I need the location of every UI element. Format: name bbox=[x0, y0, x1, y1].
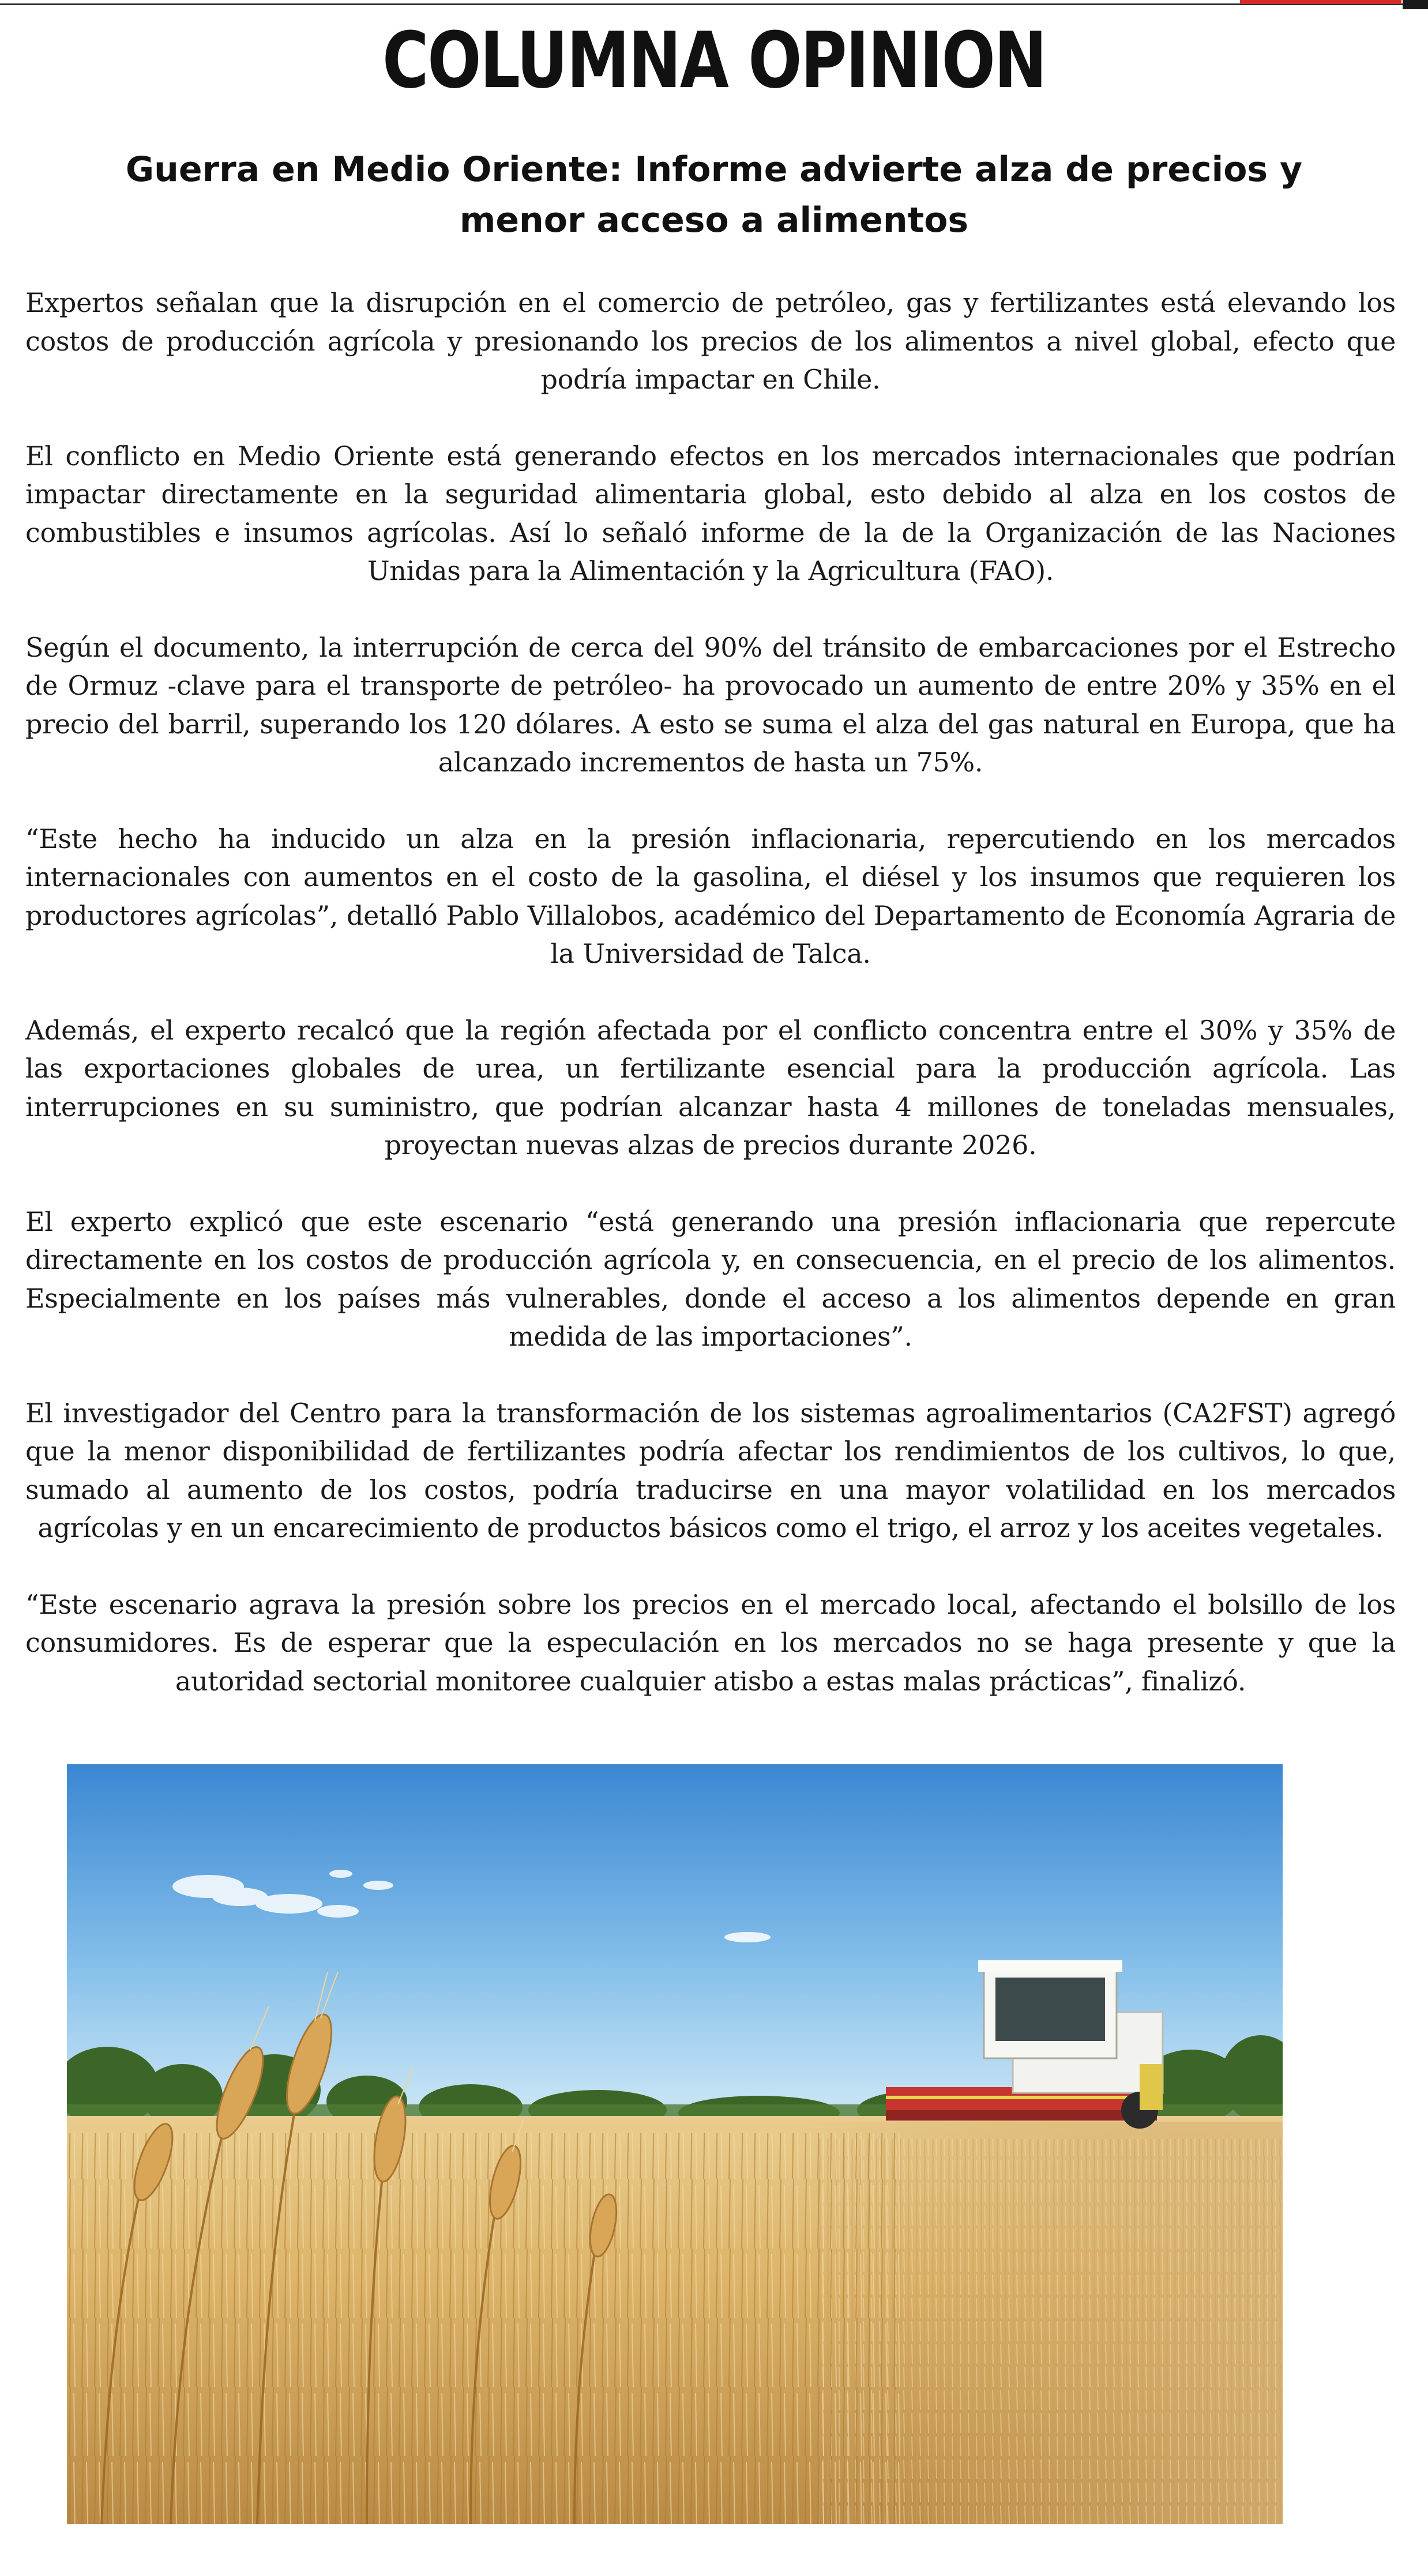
wheat-field-illustration bbox=[67, 1764, 1283, 2524]
article-photo-wheat-field bbox=[67, 1764, 1283, 2524]
corner-tab bbox=[1403, 0, 1428, 9]
article-paragraph: Según el documento, la interrupción de cerca del 90% del tránsito de embarcaciones por el Estrecho de Ormuz -clave para el transporte de petróleo- ha provocado un aumento de entre 20% y 35% en el precio del barril, superando los 120 dólares. A esto se suma el alza del gas natural en Europa, que ha alcanzado incrementos de hasta un 75%. bbox=[25, 631, 1396, 778]
article-headline: Guerra en Medio Oriente: Informe advierte alza de precios y menor acceso a alimentos bbox=[125, 149, 1303, 240]
article-paragraph: “Este escenario agrava la presión sobre los precios en el mercado local, afectando el bolsillo de los consumidores. Es de esperar que la especulación en los mercados no se haga presente y que la autoridad sectorial monitoree cualquier atisbo a estas malas prácticas”, finalizó. bbox=[25, 1588, 1396, 1697]
article-paragraph: El conflicto en Medio Oriente está generando efectos en los mercados internacionales que podrían impactar directamente en la seguridad alimentaria global, esto debido al alza en los costos de combustibles e insumos agrícolas. Así lo señaló informe de la de la Organización de las Naciones Unidas para la Alimentación y la Agricultura (FAO). bbox=[25, 440, 1396, 586]
section-title: COLUMNA OPINION bbox=[382, 16, 1046, 106]
article-paragraph: El experto explicó que este escenario “está generando una presión inflacionaria que repercute directamente en los costos de producción agrícola y, en consecuencia, en el precio de los alimentos. Especialmente en los países más vulnerables, donde el acceso a los alimentos depende en gran medida de las importaciones”. bbox=[25, 1206, 1396, 1352]
red-accent-bar bbox=[1240, 0, 1401, 4]
article-lead-paragraph: Expertos señalan que la disrupción en el comercio de petróleo, gas y fertilizantes está elevando los costos de producción agrícola y presionando los precios de los alimentos a nivel global, efecto que podría impactar en Chile. bbox=[25, 287, 1396, 395]
article-paragraph: El investigador del Centro para la transformación de los sistemas agroalimentarios (CA2FST) agregó que la menor disponibilidad de fertilizantes podría afectar los rendimientos de los cultivos, lo que, sumado al aumento de los costos, podría traducirse en una mayor volatilidad en los mercados agrícolas y en un encarecimiento de productos básicos como el trigo, el arroz y los aceites vegetales. bbox=[25, 1397, 1396, 1543]
top-rule bbox=[0, 3, 1428, 5]
page-header bbox=[0, 17, 1428, 104]
article-paragraph: “Este hecho ha inducido un alza en la presión inflacionaria, repercutiendo en los mercados internacionales con aumentos en el costo de la gasolina, el diésel y los insumos que requieren los productores agrícolas”, detalló Pablo Villalobos, académico del Departamento de Economía Agraria de la Universidad de Talca. bbox=[25, 823, 1396, 969]
article-body bbox=[25, 284, 1396, 1738]
article-paragraph: Además, el experto recalcó que la región afectada por el conflicto concentra entre el 30% y 35% de las exportaciones globales de urea, un fertilizante esencial para la producción agrícola. Las interrupciones en su suministro, que podrían alcanzar hasta 4 millones de toneladas mensuales, proyectan nuevas alzas de precios durante 2026. bbox=[25, 1014, 1396, 1161]
